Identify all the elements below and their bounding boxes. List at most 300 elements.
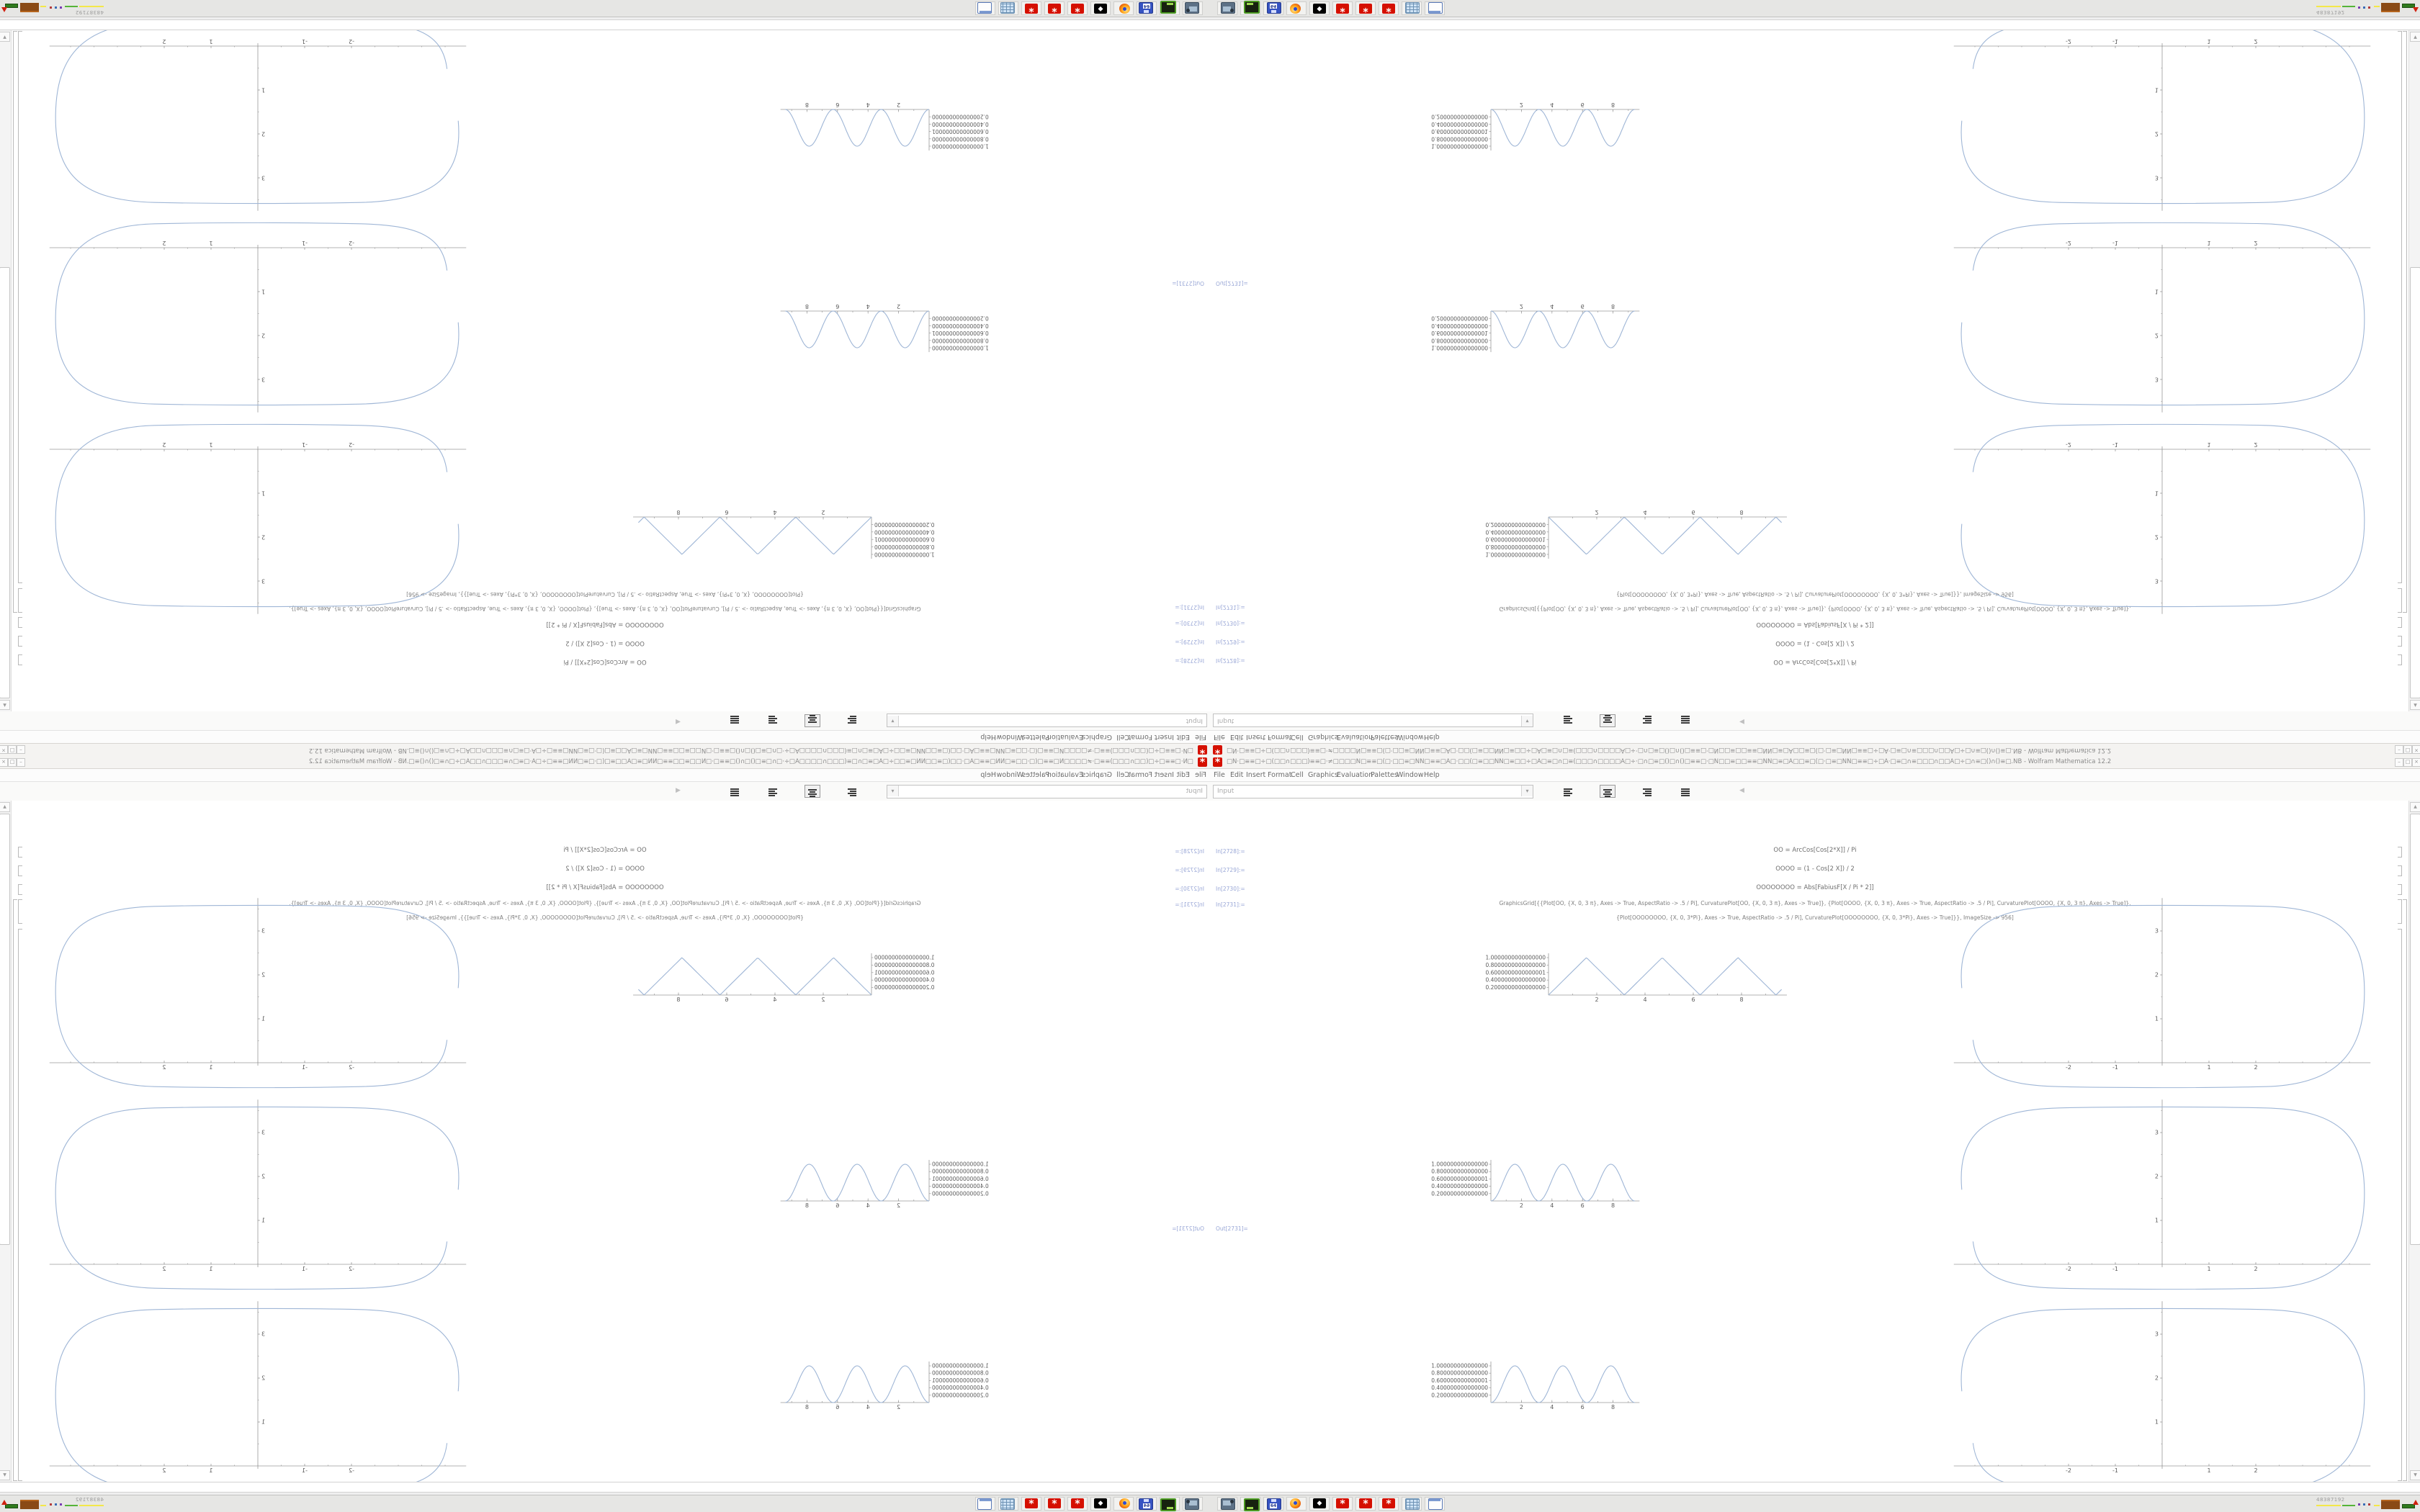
graphicsgrid-code-line-1[interactable]: GraphicsGrid[{{Plot[OO, {X, 0, 3 π}, Axes -> True, AspectRatio -> .5 / Pi], CurvaturePlot[OO, {X, 0, 3 π}, Axes -> True]}, {Plot[OOOO, {X, 0, 3 π}, Axes -> True, AspectRatio -> .5 / Pi], CurvaturePlot[OOOO, {X, 0, 3 π}, Axes -> True]},	[1499, 900, 2131, 906]
svg-text:0.8000000000000000: 0.8000000000000000	[1485, 544, 1546, 551]
svg-text:0.600000000000001: 0.600000000000001	[932, 128, 989, 135]
graphicsgrid-output-plots	[12, 801, 1210, 1482]
align-justify-button[interactable]	[1677, 785, 1693, 798]
taskbar-inkscape-icon[interactable]: ◆	[1090, 1497, 1111, 1511]
chevron-down-icon[interactable]: ▾	[887, 716, 899, 726]
close-button[interactable]: ×	[2412, 758, 2420, 767]
graphicsgrid-code-line-2[interactable]: {Plot[OOOOOOOO, {X, 0, 3*Pi}, Axes -> True, AspectRatio -> .5 / Pi], CurvaturePlot[OOOOOOOO, {X, 0, 3*Pi}, Axes -> True]}}, ImageSize -> 956]	[1616, 591, 2014, 598]
taskbar-mathematica-icon[interactable]: *	[1021, 1497, 1041, 1511]
notebook-content[interactable]	[1210, 801, 2408, 1482]
svg-text:2: 2	[2254, 1064, 2258, 1071]
menu-evaluation[interactable]: Evaluation	[1337, 771, 1373, 779]
svg-text:1: 1	[2154, 1418, 2159, 1426]
graphicsgrid-output-plots	[1210, 30, 2408, 711]
memory-counter: 48387192	[75, 1497, 104, 1503]
svg-text:2: 2	[261, 332, 266, 339]
menu-window[interactable]: Window	[996, 733, 1023, 741]
menu-help[interactable]: Help	[980, 733, 996, 741]
svg-text:6: 6	[1580, 1404, 1585, 1410]
taskbar-terminal-icon[interactable]	[1425, 1497, 1445, 1511]
taskbar-mathematica-icon[interactable]: *	[1067, 1497, 1088, 1511]
menu-format[interactable]: Format	[1268, 733, 1292, 741]
taskbar-calculator-icon[interactable]	[1402, 1497, 1422, 1511]
svg-text:0.4000000000000000: 0.4000000000000000	[874, 528, 935, 536]
cell-bracket[interactable]	[18, 617, 22, 628]
graphicsgrid-code-line-2[interactable]: {Plot[OOOOOOOO, {X, 0, 3*Pi}, Axes -> True, AspectRatio -> .5 / Pi], CurvaturePlot[OOOOOOOO, {X, 0, 3*Pi}, Axes -> True]}}, ImageSize -> 956]	[406, 591, 804, 598]
menu-insert[interactable]: Insert	[1154, 771, 1174, 779]
taskbar	[1210, 1495, 2420, 1512]
svg-text:8: 8	[1611, 1202, 1615, 1209]
taskbar-floppy-icon[interactable]: 64	[1263, 1, 1283, 15]
cell-bracket[interactable]	[18, 847, 22, 858]
svg-text:6: 6	[725, 509, 729, 516]
taskbar-system-monitor-icon[interactable]	[1183, 1497, 1203, 1511]
cell-bracket[interactable]	[18, 884, 22, 895]
svg-text:-1: -1	[302, 441, 308, 448]
menu-cell[interactable]: Cell	[1116, 733, 1129, 741]
svg-text:1: 1	[261, 490, 266, 497]
scroll-down-icon[interactable]: ▼	[0, 1470, 10, 1480]
menu-format[interactable]: Format	[1128, 771, 1152, 779]
taskbar-terminal-icon[interactable]	[975, 1497, 995, 1511]
toolbar-collapse-icon[interactable]: ◀	[676, 787, 681, 794]
menu-window[interactable]: Window	[996, 771, 1023, 779]
vertical-scrollbar[interactable]	[0, 801, 12, 1482]
definition-cell-1[interactable]: OO = ArcCos[Cos[2*X]] / Pi	[1773, 847, 1857, 854]
svg-text:2: 2	[1519, 1202, 1523, 1209]
graphicsgrid-code-line-1[interactable]: GraphicsGrid[{{Plot[OO, {X, 0, 3 π}, Axes -> True, AspectRatio -> .5 / Pi], CurvaturePlot[OO, {X, 0, 3 π}, Axes -> True]}, {Plot[OOOO, {X, 0, 3 π}, Axes -> True, AspectRatio -> .5 / Pi], CurvaturePlot[OOOO, {X, 0, 3 π}, Axes -> True]},	[1499, 606, 2131, 612]
taskbar-terminal-icon[interactable]	[975, 1, 995, 15]
svg-text:1.0000000000000000: 1.0000000000000000	[1485, 954, 1546, 961]
svg-text:4: 4	[1643, 509, 1647, 516]
svg-text:2: 2	[162, 1266, 166, 1272]
definition-cell-2[interactable]: OOOO = (1 - Cos[2 X]) / 2	[565, 865, 645, 873]
scroll-down-icon[interactable]: ▼	[0, 32, 10, 42]
svg-text:2: 2	[897, 303, 901, 310]
definition-cell-3[interactable]: OOOOOOOO = Abs[FabiusF[X / Pi * 2]]	[1756, 621, 1874, 628]
menu-palettes[interactable]: Palettes	[1371, 771, 1398, 779]
svg-text:2: 2	[1519, 1404, 1523, 1410]
svg-text:1.000000000000000: 1.000000000000000	[1431, 1362, 1488, 1369]
svg-text:4: 4	[1550, 1202, 1554, 1209]
align-center-button[interactable]	[1600, 714, 1615, 727]
close-button[interactable]: ×	[0, 745, 8, 754]
svg-text:-1: -1	[302, 1467, 308, 1474]
menu-graphics[interactable]: Graphics	[1082, 771, 1112, 779]
taskbar-system-monitor-icon[interactable]	[1183, 1, 1203, 15]
scrollbar-thumb[interactable]	[2410, 814, 2420, 1245]
scroll-up-icon[interactable]: ▲	[0, 700, 10, 710]
svg-text:0.800000000000000: 0.800000000000000	[1431, 1369, 1488, 1377]
svg-text:3: 3	[2154, 376, 2159, 383]
horizontal-scrollbar[interactable]	[1210, 19, 2420, 30]
menu-file[interactable]: File	[1214, 771, 1225, 779]
graphicsgrid-output-plots	[1210, 801, 2408, 1482]
align-right-button[interactable]	[1639, 785, 1654, 798]
taskbar-terminal-icon[interactable]	[1425, 1, 1445, 15]
cell-bracket[interactable]	[2398, 617, 2402, 628]
align-left-button[interactable]	[1561, 785, 1577, 798]
scrollbar-thumb[interactable]	[0, 267, 10, 698]
svg-text:0.200000000000000: 0.200000000000000	[932, 315, 989, 322]
menu-format[interactable]: Format	[1128, 733, 1152, 741]
svg-text:-2: -2	[349, 1467, 354, 1474]
toolbar-collapse-icon[interactable]: ◀	[676, 718, 681, 725]
taskbar-inkscape-icon[interactable]: ◆	[1309, 1497, 1330, 1511]
svg-text:8: 8	[1739, 509, 1744, 516]
notebook-content[interactable]	[12, 30, 1210, 711]
taskbar-mathematica-icon[interactable]: *	[1067, 1, 1088, 15]
chevron-down-icon[interactable]: ▾	[1521, 786, 1533, 796]
applet-green-bar	[65, 1505, 78, 1506]
svg-text:0.200000000000000: 0.200000000000000	[1431, 1392, 1488, 1399]
svg-text:2: 2	[897, 1202, 901, 1209]
svg-text:1.0000000000000000: 1.0000000000000000	[874, 954, 935, 961]
horizontal-scrollbar[interactable]	[0, 19, 1210, 30]
align-left-icon	[846, 715, 856, 724]
menu-palettes[interactable]: Palettes	[1022, 771, 1049, 779]
maximize-button[interactable]: □	[2403, 758, 2412, 767]
toolbar-collapse-icon[interactable]: ◀	[1739, 787, 1744, 794]
cell-group-bracket[interactable]	[13, 31, 17, 613]
taskbar-firefox-icon[interactable]	[1113, 1497, 1134, 1511]
maximize-button[interactable]: □	[8, 745, 17, 754]
svg-text:6: 6	[725, 996, 729, 1003]
mathematica-app-icon: *	[1213, 745, 1222, 755]
taskbar-mathematica-icon[interactable]: *	[1379, 1, 1399, 15]
svg-text:0.4000000000000000: 0.4000000000000000	[874, 976, 935, 984]
chevron-down-icon[interactable]: ▾	[1521, 716, 1533, 726]
align-left-button[interactable]	[843, 714, 859, 727]
menu-bar	[1210, 769, 2420, 782]
svg-text:1: 1	[2207, 1064, 2211, 1071]
notebook-content[interactable]	[12, 801, 1210, 1482]
svg-text:-2: -2	[349, 240, 354, 246]
format-toolbar	[1210, 782, 2420, 801]
definition-cell-3[interactable]: OOOOOOOO = Abs[FabiusF[X / Pi * 2]]	[546, 884, 664, 891]
menu-bar	[1210, 730, 2420, 743]
menu-evaluation[interactable]: Evaluation	[1337, 733, 1373, 741]
svg-text:0.600000000000001: 0.600000000000001	[1431, 1377, 1488, 1384]
svg-text:2: 2	[162, 38, 166, 45]
notebook-content[interactable]	[1210, 30, 2408, 711]
menu-palettes[interactable]: Palettes	[1371, 733, 1398, 741]
align-justify-button[interactable]	[727, 785, 743, 798]
taskbar-mathematica-icon[interactable]: *	[1044, 1, 1065, 15]
taskbar-removable-device-icon[interactable]	[1160, 1, 1180, 15]
align-left-icon	[1564, 715, 1574, 724]
applet-mail-flag	[1, 1500, 7, 1505]
in-label-2729: In[2729]:=	[1175, 867, 1204, 873]
window-titlebar[interactable]	[1210, 756, 2420, 769]
taskbar-mathematica-icon[interactable]: *	[1355, 1, 1376, 15]
mirrored-quadrant-top-right	[1210, 0, 2420, 756]
svg-text:2: 2	[261, 1374, 266, 1382]
vertical-scrollbar[interactable]	[0, 30, 12, 711]
align-left-button[interactable]	[843, 785, 859, 798]
taskbar-mathematica-icon[interactable]: *	[1379, 1497, 1399, 1511]
minimize-button[interactable]: –	[2395, 745, 2403, 754]
svg-text:4: 4	[773, 996, 777, 1003]
menu-evaluation[interactable]: Evaluation	[1047, 733, 1083, 741]
menu-edit[interactable]: Edit	[1176, 771, 1190, 779]
menu-window[interactable]: Window	[1397, 771, 1424, 779]
definition-cell-2[interactable]: OOOO = (1 - Cos[2 X]) / 2	[1775, 639, 1855, 647]
svg-text:8: 8	[676, 509, 681, 516]
align-justify-button[interactable]	[1677, 714, 1693, 727]
taskbar-calculator-icon[interactable]	[998, 1, 1018, 15]
svg-text:1.0000000000000000: 1.0000000000000000	[1485, 551, 1546, 558]
graphicsgrid-code-line-1[interactable]: GraphicsGrid[{{Plot[OO, {X, 0, 3 π}, Axes -> True, AspectRatio -> .5 / Pi], CurvaturePlot[OO, {X, 0, 3 π}, Axes -> True]}, {Plot[OOOO, {X, 0, 3 π}, Axes -> True, AspectRatio -> .5 / Pi], CurvaturePlot[OOOO, {X, 0, 3 π}, Axes -> True]},	[289, 606, 921, 612]
svg-text:2: 2	[261, 971, 266, 978]
window-titlebar[interactable]	[0, 756, 1210, 769]
cell-style-dropdown[interactable]	[887, 714, 1207, 727]
menu-graphics[interactable]: Graphics	[1308, 771, 1338, 779]
menu-bar	[0, 730, 1210, 743]
applet-yellow-bar	[2374, 6, 2380, 7]
definition-cell-1[interactable]: OO = ArcCos[Cos[2*X]] / Pi	[563, 847, 647, 854]
applet-dot	[2358, 6, 2360, 9]
menu-edit[interactable]: Edit	[1230, 771, 1244, 779]
taskbar-mathematica-icon[interactable]: *	[1021, 1, 1041, 15]
taskbar-floppy-icon[interactable]: 64	[1263, 1497, 1283, 1511]
taskbar-system-monitor-icon[interactable]	[1217, 1, 1237, 15]
taskbar-mathematica-icon[interactable]: *	[1044, 1497, 1065, 1511]
cell-style-dropdown[interactable]	[1213, 785, 1533, 798]
svg-text:1: 1	[209, 1064, 213, 1071]
menu-cell[interactable]: Cell	[1116, 771, 1129, 779]
align-center-button[interactable]	[1600, 785, 1615, 798]
taskbar-mathematica-icon[interactable]: *	[1332, 1, 1353, 15]
scroll-up-icon[interactable]: ▲	[2410, 802, 2420, 812]
window-titlebar[interactable]	[0, 743, 1210, 756]
taskbar-floppy-icon[interactable]: 64	[1137, 1, 1157, 15]
taskbar-calculator-icon[interactable]	[1402, 1, 1422, 15]
cell-bracket[interactable]	[18, 865, 22, 876]
taskbar-calculator-icon[interactable]	[998, 1497, 1018, 1511]
close-button[interactable]: ×	[2412, 745, 2420, 754]
close-button[interactable]: ×	[0, 758, 8, 767]
cell-group-bracket[interactable]	[2403, 899, 2407, 1481]
svg-text:-2: -2	[2066, 1467, 2071, 1474]
svg-text:3: 3	[261, 1331, 266, 1338]
menu-help[interactable]: Help	[1424, 771, 1440, 779]
align-center-icon	[807, 789, 817, 798]
menu-palettes[interactable]: Palettes	[1022, 733, 1049, 741]
cell-style-dropdown[interactable]	[1213, 714, 1533, 727]
window-title: □N·□≡≡□÷□(□□∩□□□)≡≡□·≠□□□□N□≡≡□(□·□□≡□NN□≡≡□A□·□□(□≡□□NN□≡□□÷□A□≡□∩□≡(□□□∩□□□□A□÷·□∩□≡□()□∩()□≡≡□·□N□□≡□□≡≡□NN□≡□A□□≡□(□·□≡□NN□≡≡□÷□A·□≡□∩≡□□□∩□□A□÷□∩≡□()∩()≡□.NB - Wolfram Mathematica 12.2	[1227, 747, 2112, 754]
definition-cell-2[interactable]: OOOO = (1 - Cos[2 X]) / 2	[1775, 865, 1855, 873]
definition-cell-2[interactable]: OOOO = (1 - Cos[2 X]) / 2	[565, 639, 645, 647]
svg-text:0.6000000000000001: 0.6000000000000001	[1485, 969, 1546, 976]
svg-text:1.000000000000000: 1.000000000000000	[932, 143, 989, 150]
taskbar-removable-device-icon[interactable]	[1240, 1497, 1260, 1511]
graphicsgrid-code-line-1[interactable]: GraphicsGrid[{{Plot[OO, {X, 0, 3 π}, Axes -> True, AspectRatio -> .5 / Pi], CurvaturePlot[OO, {X, 0, 3 π}, Axes -> True]}, {Plot[OOOO, {X, 0, 3 π}, Axes -> True, AspectRatio -> .5 / Pi], CurvaturePlot[OOOO, {X, 0, 3 π}, Axes -> True]},	[289, 900, 921, 906]
align-center-button[interactable]	[805, 785, 820, 798]
menu-insert[interactable]: Insert	[1246, 733, 1266, 741]
cell-style-value: Input	[1217, 717, 1234, 724]
align-left-button[interactable]	[1561, 714, 1577, 727]
maximize-button[interactable]: □	[8, 758, 17, 767]
menu-format[interactable]: Format	[1268, 771, 1292, 779]
cell-group-bracket[interactable]	[13, 899, 17, 1481]
scroll-down-icon[interactable]: ▼	[2410, 1470, 2420, 1480]
menu-file[interactable]: File	[1214, 733, 1225, 741]
align-right-button[interactable]	[766, 714, 781, 727]
menu-insert[interactable]: Insert	[1154, 733, 1174, 741]
desktop-screenshot	[1210, 0, 2420, 756]
menu-cell[interactable]: Cell	[1291, 771, 1304, 779]
minimize-button[interactable]: –	[17, 758, 25, 767]
svg-text:2: 2	[2154, 1173, 2159, 1180]
in-label-2730: In[2730]:=	[1175, 886, 1204, 892]
svg-text:1: 1	[2207, 38, 2211, 45]
mathematica-app-icon: *	[1198, 757, 1207, 767]
menu-file[interactable]: File	[1195, 771, 1206, 779]
output-cell-bracket[interactable]	[2398, 31, 2402, 583]
minimize-button[interactable]: –	[2395, 758, 2403, 767]
scroll-up-icon[interactable]: ▲	[2410, 700, 2420, 710]
definition-cell-3[interactable]: OOOOOOOO = Abs[FabiusF[X / Pi * 2]]	[546, 621, 664, 628]
cell-bracket[interactable]	[2398, 865, 2402, 876]
align-left-icon	[1564, 788, 1574, 797]
window-title: □N·□≡≡□÷□(□□∩□□□)≡≡□·≠□□□□N□≡≡□(□·□□≡□NN□≡≡□A□·□□(□≡□□NN□≡□□÷□A□≡□∩□≡(□□□∩□□□□A□÷·□∩□≡□()□∩()□≡≡□·□N□□≡□□≡≡□NN□≡□A□□≡□(□·□≡□NN□≡≡□÷□A·□≡□∩≡□□□∩□□A□÷□∩≡□()∩()≡□.NB - Wolfram Mathematica 12.2	[1227, 758, 2112, 765]
vertical-scrollbar[interactable]	[2408, 30, 2420, 711]
svg-text:8: 8	[1739, 996, 1744, 1003]
taskbar-floppy-icon[interactable]: 64	[1137, 1497, 1157, 1511]
align-right-button[interactable]	[766, 785, 781, 798]
toolbar-collapse-icon[interactable]: ◀	[1739, 718, 1744, 725]
cell-bracket[interactable]	[2398, 899, 2402, 924]
svg-text:1: 1	[261, 86, 266, 94]
definition-cell-3[interactable]: OOOOOOOO = Abs[FabiusF[X / Pi * 2]]	[1756, 884, 1874, 891]
svg-text:8: 8	[805, 1404, 809, 1410]
minimize-button[interactable]: –	[17, 745, 25, 754]
svg-text:1: 1	[261, 1015, 266, 1022]
vertical-scrollbar[interactable]	[2408, 801, 2420, 1482]
svg-text:1: 1	[2207, 441, 2211, 448]
svg-text:1: 1	[209, 1266, 213, 1272]
cell-bracket[interactable]	[2398, 847, 2402, 858]
align-justify-button[interactable]	[727, 714, 743, 727]
taskbar-removable-device-icon[interactable]	[1160, 1497, 1180, 1511]
svg-text:2: 2	[1595, 996, 1599, 1003]
taskbar-mathematica-icon[interactable]: *	[1355, 1497, 1376, 1511]
scrollbar-thumb[interactable]	[2410, 267, 2420, 698]
cell-bracket[interactable]	[2398, 884, 2402, 895]
window-title: □N·□≡≡□÷□(□□∩□□□)≡≡□·≠□□□□N□≡≡□(□·□□≡□NN□≡≡□A□·□□(□≡□□NN□≡□□÷□A□≡□∩□≡(□□□∩□□□□A□÷·□∩□≡□()□∩()□≡≡□·□N□□≡□□≡≡□NN□≡□A□□≡□(□·□≡□NN□≡≡□÷□A·□≡□∩≡□□□∩□□A□÷□∩≡□()∩()≡□.NB - Wolfram Mathematica 12.2	[308, 758, 1193, 765]
desktop-edge	[1210, 17, 2420, 19]
svg-text:0.400000000000000: 0.400000000000000	[932, 322, 989, 329]
cell-group-bracket[interactable]	[2403, 31, 2407, 613]
menu-insert[interactable]: Insert	[1246, 771, 1266, 779]
svg-text:1: 1	[209, 441, 213, 448]
svg-text:6: 6	[835, 303, 840, 310]
definition-cell-1[interactable]: OO = ArcCos[Cos[2*X]] / Pi	[1773, 658, 1857, 665]
menu-edit[interactable]: Edit	[1230, 733, 1244, 741]
cell-bracket[interactable]	[18, 588, 22, 613]
svg-text:2: 2	[2254, 38, 2258, 45]
graphicsgrid-code-line-2[interactable]: {Plot[OOOOOOOO, {X, 0, 3*Pi}, Axes -> True, AspectRatio -> .5 / Pi], CurvaturePlot[OOOOOOOO, {X, 0, 3*Pi}, Axes -> True]}}, ImageSize -> 956]	[1616, 914, 2014, 921]
taskbar	[0, 0, 1210, 17]
applet-green-bar	[2342, 1505, 2355, 1506]
horizontal-scrollbar[interactable]	[0, 1482, 1210, 1493]
menu-cell[interactable]: Cell	[1291, 733, 1304, 741]
taskbar-firefox-icon[interactable]	[1286, 1, 1307, 15]
chevron-down-icon[interactable]: ▾	[887, 786, 899, 796]
output-cell-bracket[interactable]	[18, 929, 22, 1481]
cell-style-dropdown[interactable]	[887, 785, 1207, 798]
horizontal-scrollbar[interactable]	[1210, 1482, 2420, 1493]
cell-bracket[interactable]	[2398, 654, 2402, 665]
taskbar-inkscape-icon[interactable]: ◆	[1090, 1, 1111, 15]
menu-help[interactable]: Help	[1424, 733, 1440, 741]
scroll-up-icon[interactable]: ▲	[0, 802, 10, 812]
menu-file[interactable]: File	[1195, 733, 1206, 741]
memory-counter: 48387192	[2316, 9, 2345, 15]
svg-text:2: 2	[2254, 240, 2258, 246]
in-label-2730: In[2730]:=	[1216, 886, 1245, 892]
svg-text:1: 1	[209, 240, 213, 246]
cell-bracket[interactable]	[18, 899, 22, 924]
output-cell-bracket[interactable]	[2398, 929, 2402, 1481]
svg-text:0.200000000000000: 0.200000000000000	[1431, 113, 1488, 120]
svg-text:0.600000000000001: 0.600000000000001	[932, 1377, 989, 1384]
cell-bracket[interactable]	[2398, 636, 2402, 647]
svg-text:-2: -2	[2066, 1266, 2071, 1272]
align-right-button[interactable]	[1639, 714, 1654, 727]
menu-graphics[interactable]: Graphics	[1082, 733, 1112, 741]
output-cell-bracket[interactable]	[18, 31, 22, 583]
svg-text:-2: -2	[2066, 38, 2071, 45]
svg-text:-1: -1	[302, 38, 308, 45]
svg-text:4: 4	[1550, 102, 1554, 108]
cell-bracket[interactable]	[18, 654, 22, 665]
scroll-down-icon[interactable]: ▼	[2410, 32, 2420, 42]
cell-bracket[interactable]	[2398, 588, 2402, 613]
taskbar-firefox-icon[interactable]	[1286, 1497, 1307, 1511]
svg-text:3: 3	[2154, 174, 2159, 181]
menu-graphics[interactable]: Graphics	[1308, 733, 1338, 741]
taskbar-removable-device-icon[interactable]	[1240, 1, 1260, 15]
scrollbar-thumb[interactable]	[0, 814, 10, 1245]
definition-cell-1[interactable]: OO = ArcCos[Cos[2*X]] / Pi	[563, 658, 647, 665]
taskbar-system-monitor-icon[interactable]	[1217, 1497, 1237, 1511]
maximize-button[interactable]: □	[2403, 745, 2412, 754]
graphicsgrid-code-line-2[interactable]: {Plot[OOOOOOOO, {X, 0, 3*Pi}, Axes -> True, AspectRatio -> .5 / Pi], CurvaturePlot[OOOOOOOO, {X, 0, 3*Pi}, Axes -> True]}}, ImageSize -> 956]	[406, 914, 804, 921]
menu-evaluation[interactable]: Evaluation	[1047, 771, 1083, 779]
menu-edit[interactable]: Edit	[1176, 733, 1190, 741]
cell-bracket[interactable]	[18, 636, 22, 647]
align-center-button[interactable]	[805, 714, 820, 727]
svg-text:2: 2	[897, 102, 901, 108]
applet-cpu-monitor	[2381, 3, 2400, 12]
align-center-icon	[1603, 789, 1613, 798]
svg-text:0.400000000000000: 0.400000000000000	[932, 1183, 989, 1190]
format-toolbar	[1210, 711, 2420, 730]
applet-dot	[60, 1503, 62, 1506]
taskbar-inkscape-icon[interactable]: ◆	[1309, 1, 1330, 15]
window-titlebar[interactable]	[1210, 743, 2420, 756]
menu-window[interactable]: Window	[1397, 733, 1424, 741]
in-label-2730: In[2730]:=	[1175, 620, 1204, 626]
taskbar-mathematica-icon[interactable]: *	[1332, 1497, 1353, 1511]
svg-text:-1: -1	[2112, 1266, 2118, 1272]
svg-text:1.0000000000000000: 1.0000000000000000	[874, 551, 935, 558]
menu-help[interactable]: Help	[980, 771, 996, 779]
svg-text:3: 3	[261, 577, 266, 585]
taskbar-firefox-icon[interactable]	[1113, 1, 1134, 15]
